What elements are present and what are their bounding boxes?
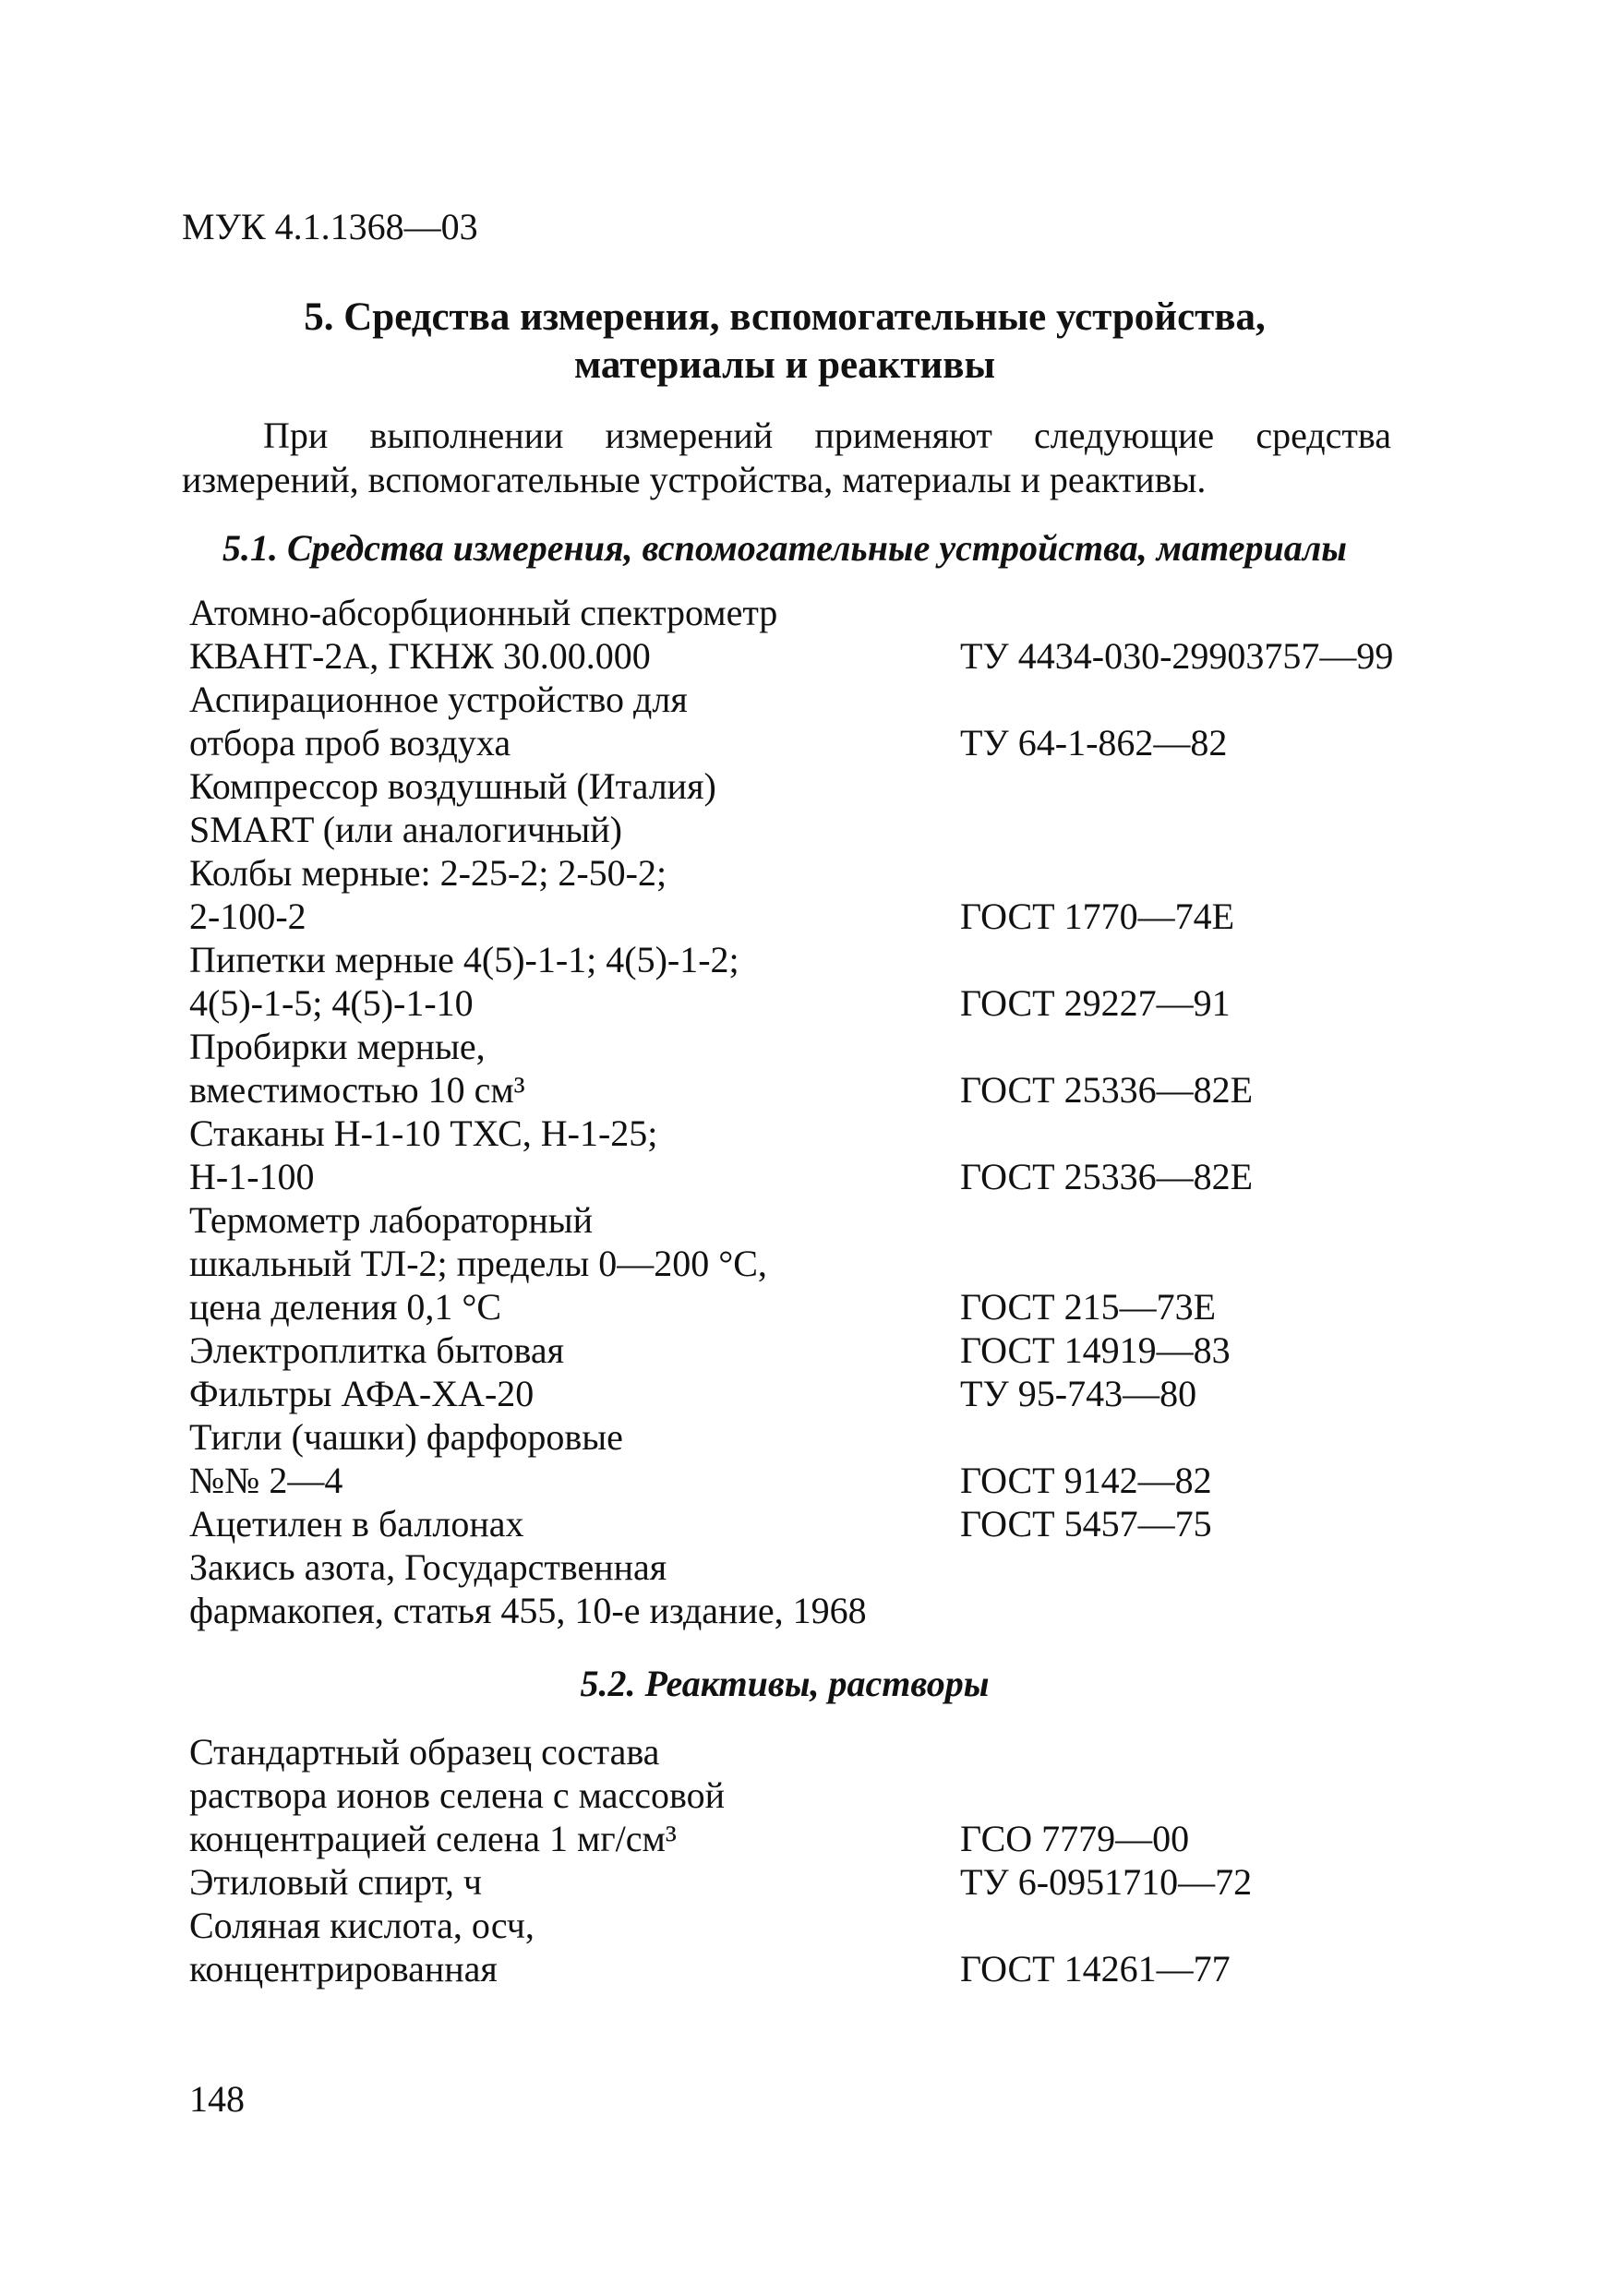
- item-name-line: Стаканы Н-1-10 ТХС, Н-1-25;: [189, 1112, 658, 1154]
- section-title-line-2: материалы и реактивы: [573, 343, 996, 387]
- subsection-title-reagents: 5.2. Реактивы, растворы: [580, 1663, 990, 1704]
- item-name: [189, 1112, 960, 1198]
- list-item: [189, 1545, 1426, 1632]
- item-name: [189, 1372, 960, 1415]
- list-item: [189, 591, 1426, 678]
- list-item: [189, 1025, 1426, 1112]
- item-name-line: Атомно-абсорбционный спектрометр: [189, 592, 778, 633]
- item-name-line: Закись азота, Государственная: [189, 1546, 667, 1588]
- item-name-line: Стандартный образец состава: [189, 1731, 660, 1773]
- item-name: [189, 1415, 960, 1502]
- item-name-line: цена деления 0,1 °С: [189, 1286, 502, 1328]
- item-name-line: раствора ионов селена с массовой: [189, 1774, 725, 1816]
- item-name: [189, 1198, 960, 1328]
- item-standard-ref: ГОСТ 215—73Е: [960, 1286, 1217, 1328]
- item-name: [189, 851, 960, 938]
- item-name-line: фармакопея, статья 455, 10-е издание, 1968: [189, 1590, 867, 1631]
- item-name-line: Этиловый спирт, ч: [189, 1861, 483, 1903]
- item-standard-ref: ТУ 64-1-862—82: [960, 722, 1228, 763]
- item-name-line: вместимостью 10 см³: [189, 1069, 525, 1111]
- list-item: [189, 678, 1426, 764]
- item-name: [189, 764, 960, 851]
- item-standard-ref: ГОСТ 1770—74Е: [960, 896, 1235, 937]
- item-name-line: концентрированная: [189, 1948, 498, 1989]
- item-name: [189, 1328, 960, 1372]
- item-name-line: 4(5)-1-5; 4(5)-1-10: [189, 982, 474, 1024]
- item-name-line: Компрессор воздушный (Италия): [189, 765, 716, 807]
- section-title: [138, 294, 1431, 390]
- item-name: [189, 938, 960, 1025]
- list-item: [189, 938, 1426, 1025]
- item-name-line: Электроплитка бытовая: [189, 1329, 564, 1371]
- item-standard-ref: ГОСТ 9142—82: [960, 1460, 1212, 1501]
- instruments-list: [189, 591, 1426, 1632]
- item-standard-ref: ТУ 4434-030-29903757—99: [960, 635, 1394, 677]
- item-standard-ref: ГОСТ 25336—82Е: [960, 1156, 1254, 1197]
- item-name-line: концентрацией селена 1 мг/см³: [189, 1818, 677, 1859]
- list-item: [189, 851, 1426, 938]
- item-name-line: Термометр лабораторный: [189, 1199, 594, 1241]
- intro-paragraph: При выполнении измерений применяют следующие средства измерений, вспомогательные устройства, материалы и реактивы.: [182, 415, 1391, 500]
- item-standard-ref: ГОСТ 14261—77: [960, 1948, 1231, 1989]
- item-name: [189, 1025, 960, 1112]
- page-number: 148: [189, 2078, 245, 2120]
- item-standard-ref: ГСО 7779—00: [960, 1818, 1190, 1859]
- list-item: [189, 1415, 1426, 1502]
- item-name: [189, 1904, 960, 1990]
- list-item: [189, 1372, 1426, 1415]
- list-item: [189, 1198, 1426, 1328]
- item-name-line: КВАНТ-2А, ГКНЖ 30.00.000: [189, 635, 651, 677]
- item-name-line: Ацетилен в баллонах: [189, 1503, 524, 1545]
- list-item: [189, 1860, 1426, 1904]
- list-item: [189, 1328, 1426, 1372]
- item-name: [189, 591, 960, 678]
- item-name-line: Соляная кислота, осч,: [189, 1905, 535, 1946]
- document-code-header: МУК 4.1.1368—03: [182, 206, 478, 247]
- reagents-list: [189, 1730, 1426, 1990]
- item-name-line: Аспирационное устройство для: [189, 679, 688, 720]
- item-name: [189, 1860, 960, 1904]
- item-name-line: Пипетки мерные 4(5)-1-1; 4(5)-1-2;: [189, 939, 739, 980]
- item-name-line: Тигли (чашки) фарфоровые: [189, 1416, 623, 1458]
- item-name-line: 2-100-2: [189, 896, 306, 937]
- item-name: [189, 1545, 960, 1632]
- item-standard-ref: ГОСТ 14919—83: [960, 1329, 1231, 1371]
- list-item: [189, 1112, 1426, 1198]
- item-name: [189, 1730, 960, 1860]
- item-standard-ref: ТУ 95-743—80: [960, 1373, 1197, 1414]
- item-name-line: №№ 2—4: [189, 1460, 343, 1501]
- subsection-title-instruments: 5.1. Средства измерения, вспомогательные устройства, материалы: [222, 527, 1348, 569]
- item-standard-ref: ГОСТ 29227—91: [960, 982, 1231, 1024]
- item-standard-ref: ГОСТ 25336—82Е: [960, 1069, 1254, 1111]
- list-item: [189, 1502, 1426, 1545]
- item-standard-ref: ГОСТ 5457—75: [960, 1503, 1212, 1545]
- item-standard-ref: ТУ 6-0951710—72: [960, 1861, 1253, 1903]
- item-name-line: отбора проб воздуха: [189, 722, 511, 763]
- item-name-line: Н-1-100: [189, 1156, 315, 1197]
- list-item: [189, 1730, 1426, 1860]
- item-name-line: SMART (или аналогичный): [189, 809, 622, 850]
- item-name-line: Фильтры АФА-ХА-20: [189, 1373, 535, 1414]
- item-name: [189, 1502, 960, 1545]
- item-name-line: Колбы мерные: 2-25-2; 2-50-2;: [189, 852, 667, 894]
- item-name-line: Пробирки мерные,: [189, 1026, 486, 1067]
- item-name-line: шкальный ТЛ-2; пределы 0—200 °С,: [189, 1243, 767, 1284]
- list-item: [189, 764, 1426, 851]
- list-item: [189, 1904, 1426, 1990]
- item-name: [189, 678, 960, 764]
- section-title-line-1: 5. Средства измерения, вспомогательные устройства,: [304, 295, 1266, 339]
